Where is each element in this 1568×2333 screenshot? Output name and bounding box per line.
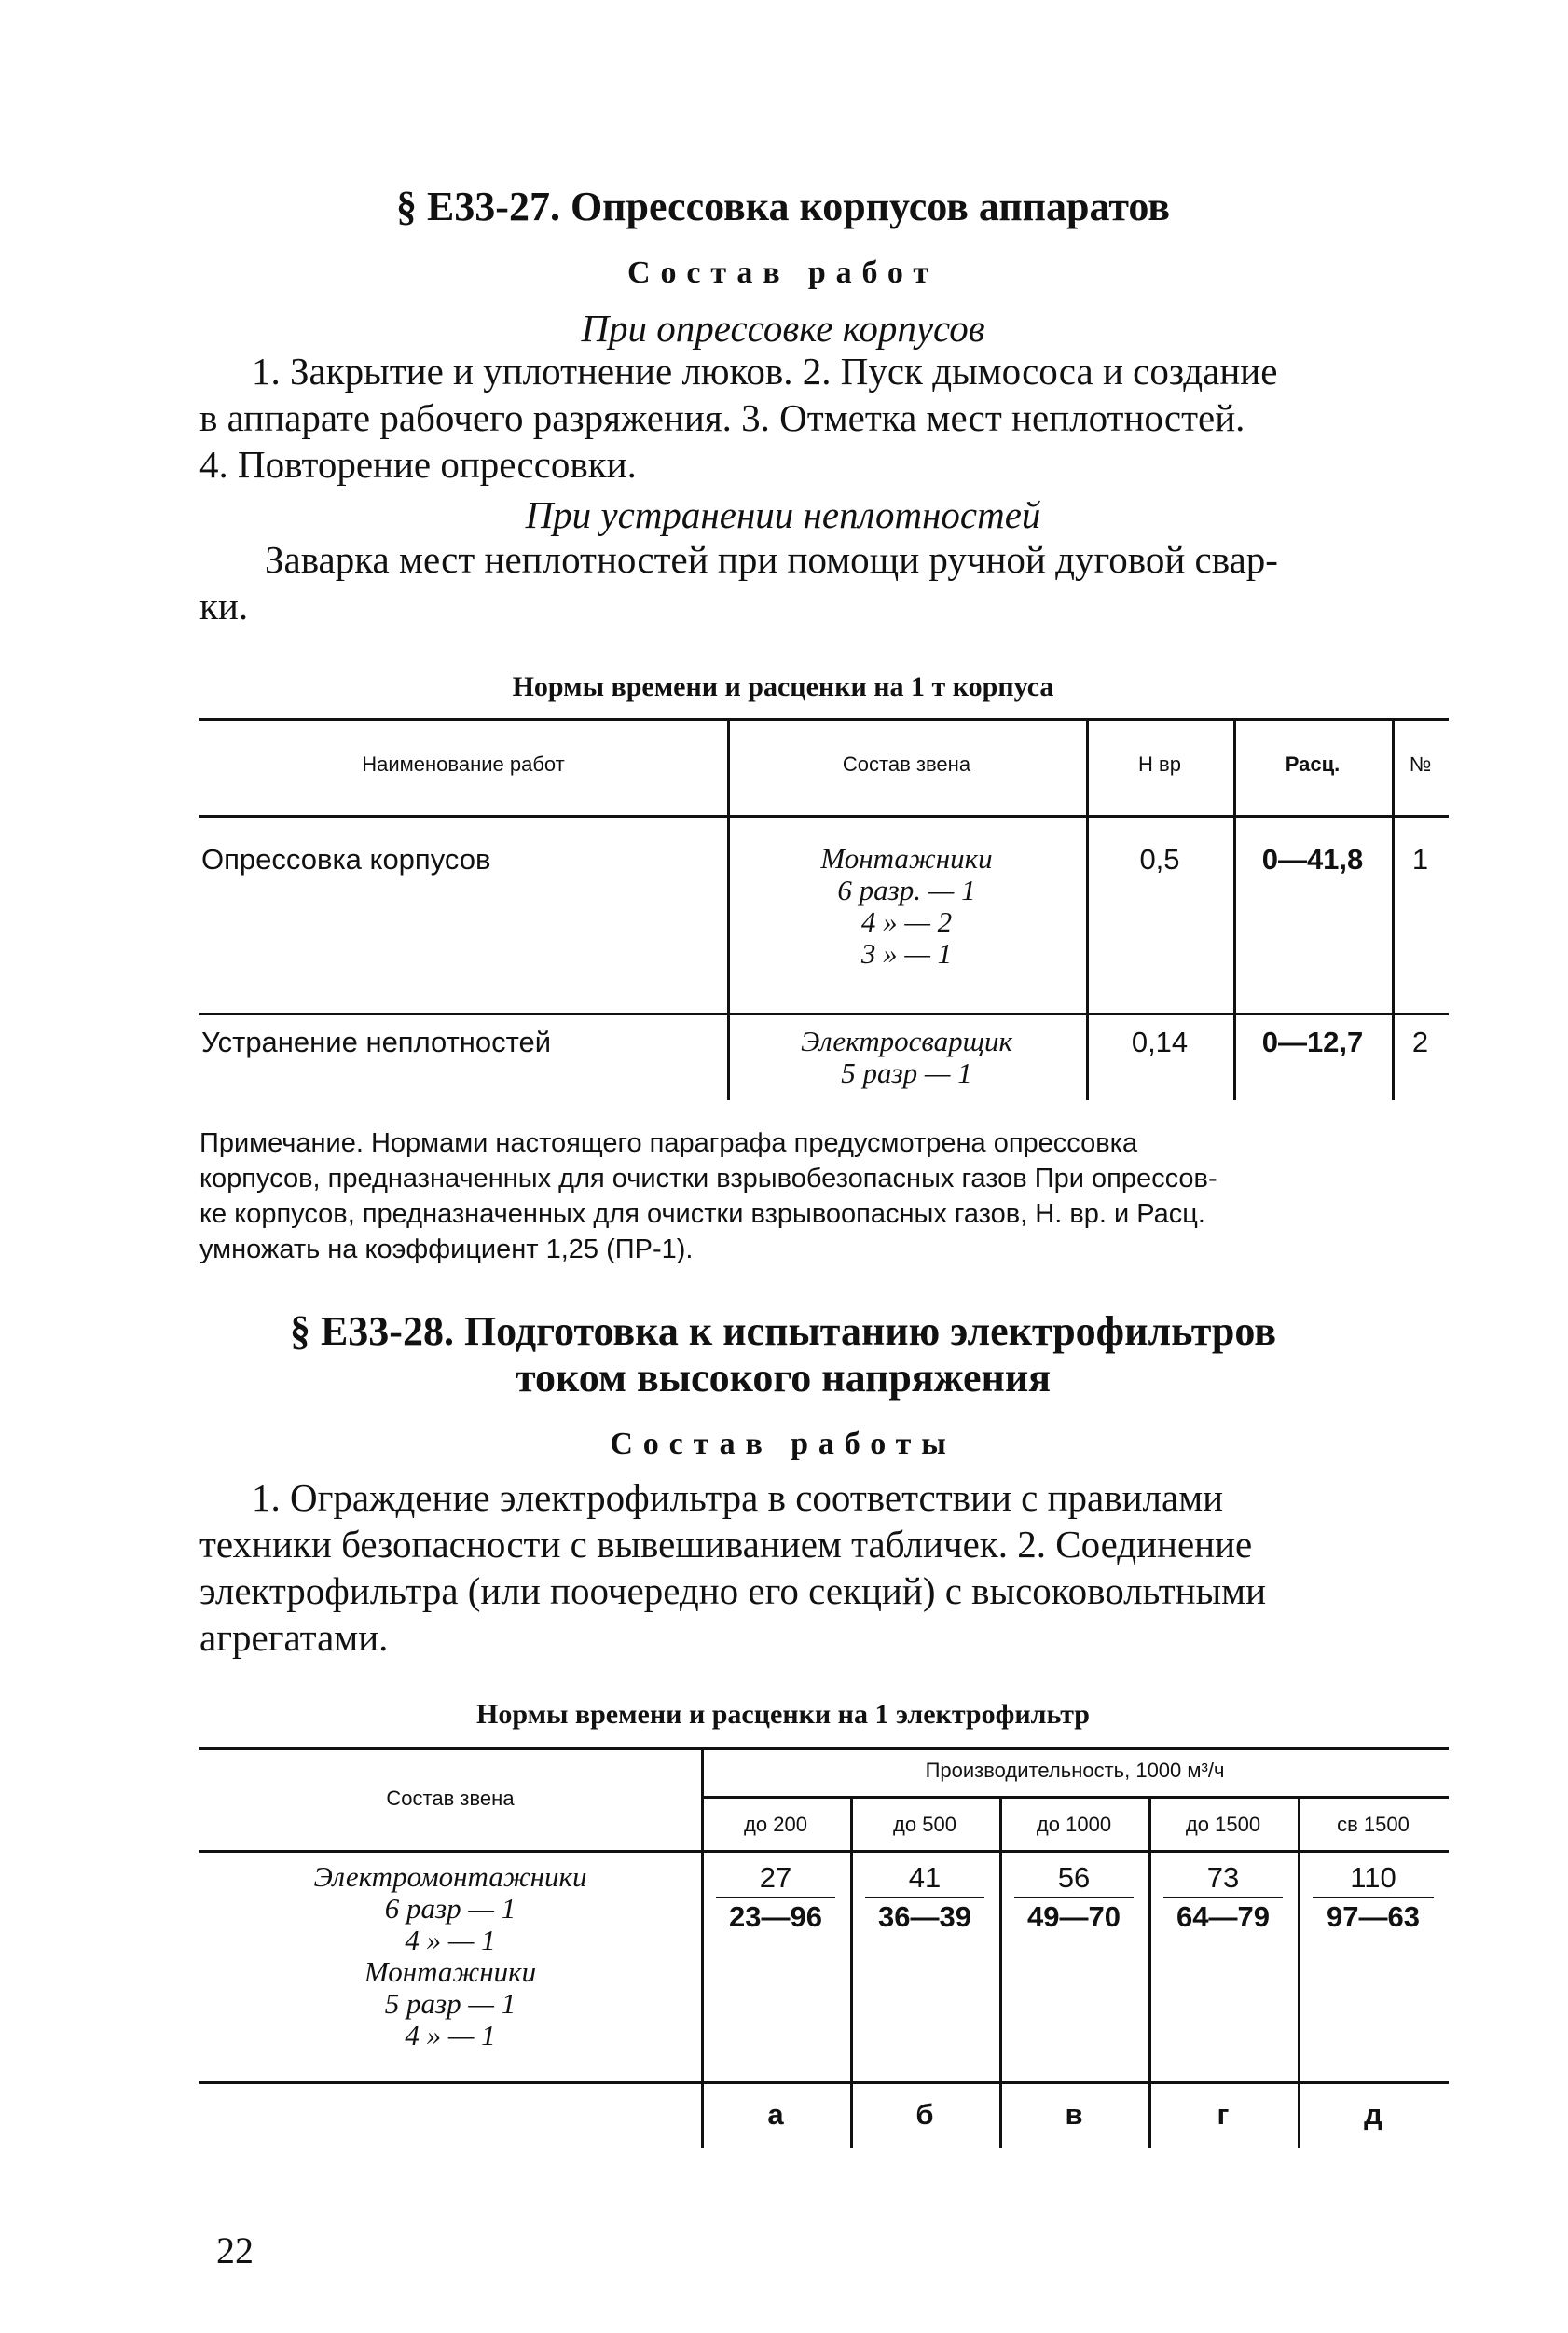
body-text-line: 1. Ограждение электрофильтра в соответствии с правилами: [252, 1476, 1224, 1519]
header-crew: Состав звена: [386, 1787, 515, 1810]
page-number: 22: [216, 2229, 254, 2271]
table-title: Нормы времени и расценки на 1 т корпуса: [512, 671, 1054, 702]
body-text-line: агрегатами.: [199, 1616, 389, 1659]
column-letter: а: [767, 2098, 784, 2131]
body-text-line: 1. Закрытие и уплотнение люков. 2. Пуск дымососа и создание: [252, 350, 1278, 393]
body-text-line: Заварка мест неплотностей при помощи ручной дуговой свар-: [265, 538, 1278, 581]
body-text-line: техники безопасности с вывешиванием табличек. 2. Соединение: [199, 1523, 1253, 1566]
row-work-name: Опрессовка корпусов: [201, 843, 491, 876]
section-title: § Е33-27. Опрессовка корпусов аппаратов: [395, 184, 1171, 229]
body-text-line: ки.: [199, 585, 249, 628]
subsection-heading: При опрессовке корпусов: [581, 307, 985, 350]
norm-cell: 56 49—70: [999, 1861, 1148, 1934]
header-crew: Состав звена: [842, 752, 971, 776]
body-text-line: электрофильтра (или поочередно его секций) с высоковольтными: [199, 1569, 1267, 1612]
header-nvr: Н вр: [1138, 752, 1181, 776]
composition-heading: Состав работ: [627, 255, 939, 290]
composition-heading: Состав работы: [610, 1427, 956, 1461]
row-work-name: Устранение неплотностей: [201, 1026, 552, 1058]
body-text-line: 4. Повторение опрессовки.: [199, 443, 637, 486]
norm-cell: 41 36—39: [850, 1861, 999, 1934]
column-header: до 200: [744, 1813, 807, 1836]
crew-line: Монтажники 6 разр. — 1 4 » — 2 3 » — 1: [820, 842, 993, 971]
section-title: § Е33-28. Подготовка к испытанию электрофильтров: [289, 1308, 1277, 1354]
body-text-line: в аппарате рабочего разряжения. 3. Отметка мест неплотностей.: [199, 396, 1245, 439]
row-rasc: 0—12,7: [1261, 1026, 1364, 1058]
header-work-name: Наименование работ: [362, 752, 565, 776]
column-letter: д: [1364, 2098, 1382, 2131]
crew-line: Электромонтажники 6 разр — 1 4 » — 1 Монтажники 5 разр — 1 4 » — 1: [313, 1860, 587, 2052]
row-nvr: 0,14: [1131, 1026, 1189, 1058]
column-letter: г: [1217, 2098, 1230, 2131]
norm-cell: 110 97—63: [1298, 1861, 1449, 1934]
norm-cell: 27 23—96: [701, 1861, 850, 1934]
crew-line: Электросварщик 5 разр — 1: [800, 1025, 1013, 1090]
row-number: 2: [1411, 1026, 1429, 1058]
column-header: до 1000: [1036, 1813, 1112, 1836]
column-letter: в: [1065, 2098, 1083, 2131]
column-header: до 500: [893, 1813, 956, 1836]
column-header: до 1500: [1185, 1813, 1261, 1836]
header-number: №: [1409, 752, 1432, 776]
norm-cell: 73 64—79: [1148, 1861, 1298, 1934]
column-letter: б: [915, 2098, 934, 2131]
document-page: § Е33-27. Опрессовка корпусов аппаратов Состав работ При опрессовке корпусов 1. Закрытие и уплотнение люков. 2. Пуск дымососа и создание в аппарате рабочего разряжения. 3. Отметка мест неплотностей. 4. Повторение опрессовки. При устранении неплотностей Заварка мест неплотностей при помощи ручной дуговой свар- ки. Нормы времени и расценки на 1 т корпуса Наименование работ Состав звена Н вр Расц. № Опрессовка корпусов Монтажники 6 разр. — 1 4 » — 2 3 » — 1 0,5 0—41,8 1 Устранение неплотностей Электросварщик 5 разр — 1 0,14 0—12,7 2 Примечание. Нормами настоящего параграфа предусмотрена опрессовка корпусов, предназначенных для очистки взрывобезопасных газов При опрессов- ке корпусов, предназначенных для очистки взрывоопасных газов, Н. вр. и Расц. умножать на коэффициент 1,25 (ПР-1). § Е33-28. Подготовка к испытанию электрофильтров током высокого напряжения Состав работы 1. Ограждение электрофильтра в соответствии с правилами техники безопасности с вывешиванием табличек. 2. Соединение электрофильтра (или поочередно его секций) с высоковольтными агрегатами. Нормы времени и расценки на 1 электрофильтр Состав звена Производительность, 1000 м³/ч до 200 до 500 до 1000 до 1500 св 1500 Электромонтажники 6 разр — 1 4 » — 1 Монтажники 5 разр — 1 4 » — 1 27 23—96 41 36—39 56 49—70 73 64—79 110 97—63 а б в г д 22: [0, 0, 1568, 2333]
subsection-heading: При устранении неплотностей: [525, 493, 1041, 536]
row-number: 1: [1411, 843, 1429, 876]
header-performance: Производительность, 1000 м³/ч: [925, 1759, 1225, 1782]
row-nvr: 0,5: [1139, 843, 1180, 876]
section-title-line2: током высокого напряжения: [516, 1355, 1051, 1401]
header-rasc: Расц.: [1285, 752, 1341, 776]
row-rasc: 0—41,8: [1261, 843, 1364, 876]
table-title: Нормы времени и расценки на 1 электрофильтр: [476, 1699, 1090, 1730]
column-header: св 1500: [1337, 1813, 1410, 1836]
